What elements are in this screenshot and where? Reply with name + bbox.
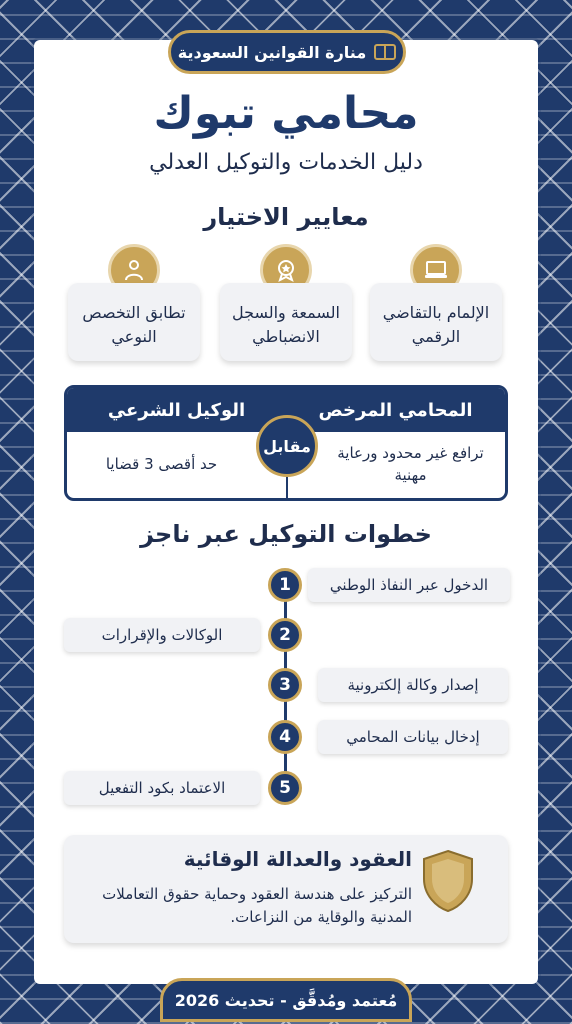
step-item: الدخول عبر النفاذ الوطني (308, 568, 510, 602)
preventive-title: العقود والعدالة الوقائية (183, 847, 412, 871)
criteria-label: السمعة والسجل الانضباطي (232, 303, 340, 346)
step-item: إصدار وكالة إلكترونية (318, 668, 508, 702)
page-title: محامي تبوك (153, 88, 419, 139)
criteria-card-digital (370, 283, 502, 361)
criteria-card-specialty (68, 283, 200, 361)
step-number: 1 (268, 568, 302, 602)
page-subtitle: دليل الخدمات والتوكيل العدلي (149, 150, 423, 175)
brand-label: منارة القوانين السعودية (177, 42, 367, 62)
step-number: 4 (268, 720, 302, 754)
licensed-lawyer-header: المحامي المرخص (286, 388, 505, 432)
step-number: 3 (268, 668, 302, 702)
preventive-card (64, 835, 508, 943)
criteria-card-reputation (220, 283, 352, 361)
preventive-description: التركيز على هندسة العقود وحماية حقوق التعاملات المدنية والوقاية من النزاعات. (102, 885, 412, 927)
step-item: إدخال بيانات المحامي (318, 720, 508, 754)
footer-badge: مُعتمد ومُدقَّق - تحديث 2026 (160, 978, 412, 1022)
book-icon (374, 44, 396, 60)
legal-agent-value: حد أقصى 3 قضايا (105, 455, 218, 474)
vs-badge: مقابل (256, 415, 318, 477)
shield-icon (422, 849, 474, 913)
step-item: الوكالات والإقرارات (64, 618, 260, 652)
criteria-label: الإلمام بالتقاضي الرقمي (382, 303, 490, 346)
steps-heading: خطوات التوكيل عبر ناجز (140, 520, 432, 548)
step-number: 5 (268, 771, 302, 805)
criteria-label: تطابق التخصص النوعي (82, 303, 186, 346)
licensed-lawyer-value: ترافع غير محدود ورعاية مهنية (337, 444, 484, 484)
step-item: الاعتماد بكود التفعيل (64, 771, 260, 805)
legal-agent-header: الوكيل الشرعي (67, 388, 286, 432)
criteria-heading: معايير الاختيار (203, 203, 369, 231)
brand-badge (168, 30, 406, 74)
step-number: 2 (268, 618, 302, 652)
